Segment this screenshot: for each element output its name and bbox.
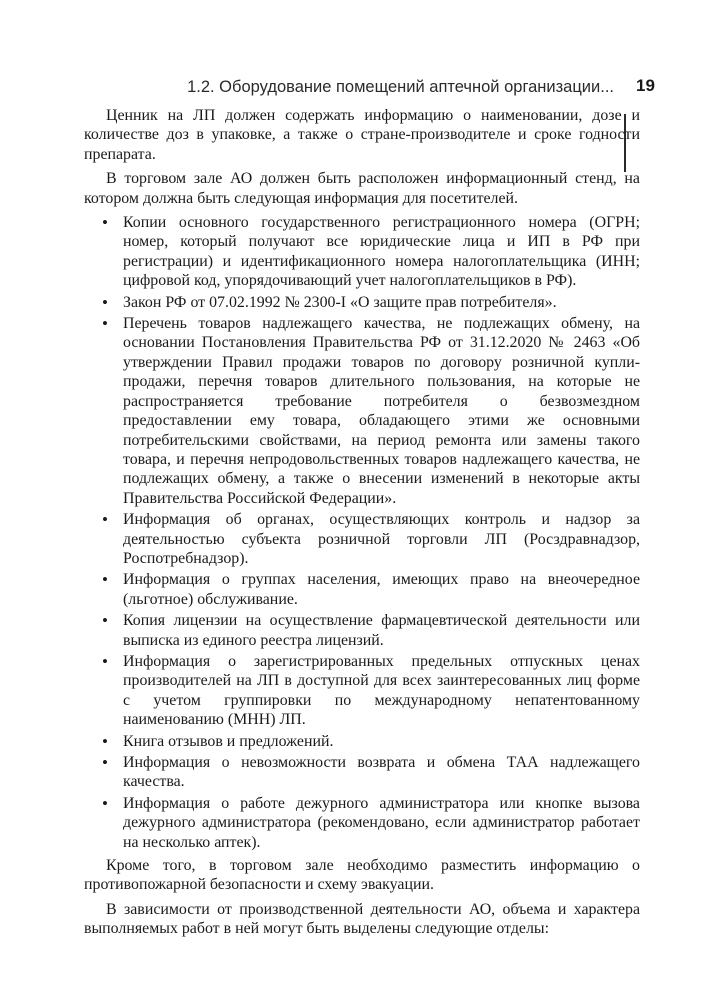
paragraph-fire-safety: Кроме того, в торговом зале необходимо разместить информацию о противопожарной безопасности и схему эвакуации. [84,857,640,894]
bullet-icon: • [102,570,108,590]
list-item-text: Книга отзывов и предложений. [123,732,334,750]
list-item-text: Информация о работе дежурного администратора или кнопке вызова дежурного администратора (рекомендовано, если администратор работает на несколько аптек). [123,794,640,851]
list-item [84,314,640,508]
list-item-text: Копия лицензии на осуществление фармацевтической деятельности или выписка из единого реестра лицензий. [123,612,640,649]
list-item [84,652,640,730]
list-item [84,611,640,650]
list-item [84,570,640,609]
list-item-text: Перечень товаров надлежащего качества, не подлежащих обмену, на основании Постановления Правительства РФ от 31.12.2020 № 2463 «Об утверждении Правил продажи товаров по договору розничной купли-продажи, перечня товаров длительного пользования, на которые не распространяется требование потребителя о безвозмездном предоставлении ему товара, обладающего этими же основными потребительскими свойствами, на период ремонта или замены такого товара, и перечня непродовольственных товаров надлежащего качества, не подлежащих обмену, а также о внесении изменений в некоторые акты Правительства Российской Федерации». [123,315,640,507]
running-header [0,76,718,102]
page-body [84,106,640,944]
bullet-icon: • [102,793,108,813]
list-item [84,732,640,751]
paragraph-info-stand: В торговом зале АО должен быть расположен информационный стенд, на котором должна быть следующая информация для посетителей. [84,170,640,207]
chapter-title: 1.2. Оборудование помещений аптечной организации... [187,78,614,96]
info-stand-list [84,213,640,852]
list-item-text: Закон РФ от 07.02.1992 № 2300-I «О защите прав потребителя». [123,293,557,311]
bullet-icon: • [102,510,108,530]
page-number: 19 [636,76,655,95]
bullet-icon: • [102,213,108,233]
list-item [84,753,640,792]
list-item [84,293,640,312]
bullet-icon: • [102,292,108,312]
list-item-text: Информация о невозможности возврата и обмена ТАА надлежащего качества. [123,754,640,791]
list-item [84,794,640,852]
bullet-icon: • [102,611,108,631]
list-item-text: Информация о группах населения, имеющих право на внеочередное (льготное) обслуживание. [123,571,640,608]
paragraph-departments: В зависимости от производственной деятельности АО, объема и характера выполняемых работ в ней могут быть выделены следующие отделы: [84,900,640,938]
bullet-icon: • [102,731,108,751]
bullet-icon: • [102,651,108,671]
list-item-text: Информация об органах, осуществляющих контроль и надзор за деятельностью субъекта розничной торговли ЛП (Росздравнадзор, Роспотребнадзор). [123,511,640,567]
list-item [84,510,640,568]
bullet-icon: • [102,753,108,772]
paragraph-price-tag: Ценник на ЛП должен содержать информацию о наименовании, дозе и количестве доз в упаковке, а также о стране-производителе и сроке годности препарата. [84,107,640,163]
list-item [84,213,640,291]
bullet-icon: • [102,314,108,334]
list-item-text: Копии основного государственного регистрационного номера (ОГРН; номер, который получают все юридические лица и ИП в РФ при регистрации) и идентификационного номера налогоплательщика (ИНН; цифровой код, упорядочивающий учет налогоплательщиков в РФ). [123,214,640,290]
list-item-text: Информация о зарегистрированных предельных отпускных ценах производителей на ЛП в доступной для всех заинтересованных лиц форме с учетом группировки по международному непатентованному наименованию (МНН) ЛП. [123,652,640,729]
